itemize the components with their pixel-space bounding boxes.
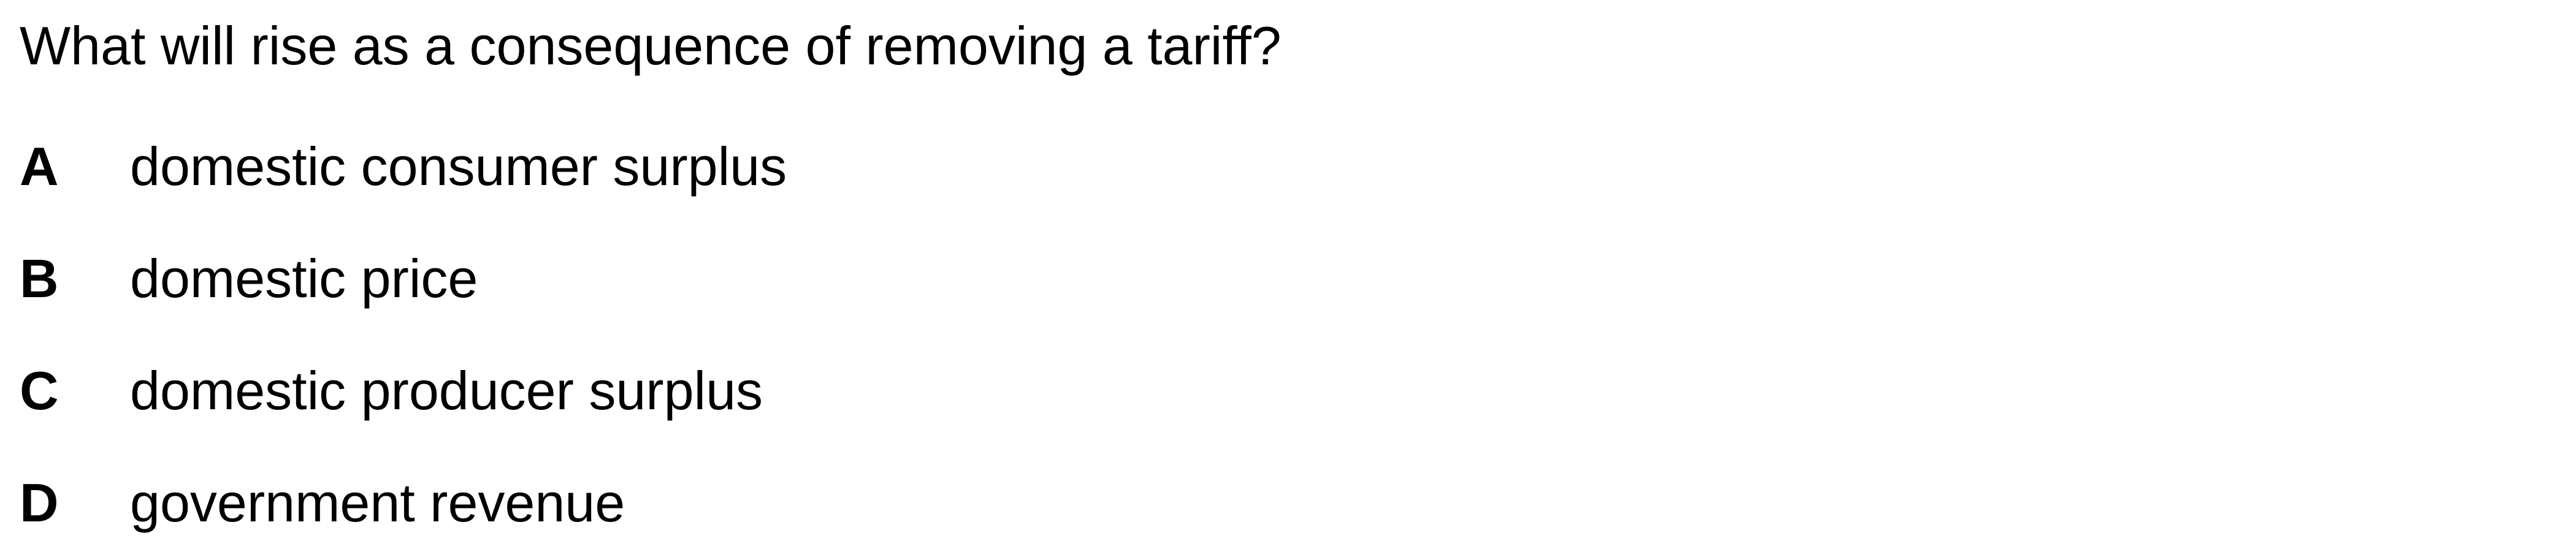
option-text: domestic producer surplus bbox=[130, 360, 763, 421]
option-text: government revenue bbox=[130, 472, 625, 533]
option-letter: A bbox=[20, 136, 59, 197]
option-letter: D bbox=[20, 472, 59, 533]
option-letter: B bbox=[20, 248, 59, 309]
option-text: domestic price bbox=[130, 248, 478, 309]
question-text: What will rise as a consequence of removing a tariff? bbox=[20, 15, 1282, 76]
option-text: domestic consumer surplus bbox=[130, 136, 787, 197]
option-letter: C bbox=[20, 360, 59, 421]
